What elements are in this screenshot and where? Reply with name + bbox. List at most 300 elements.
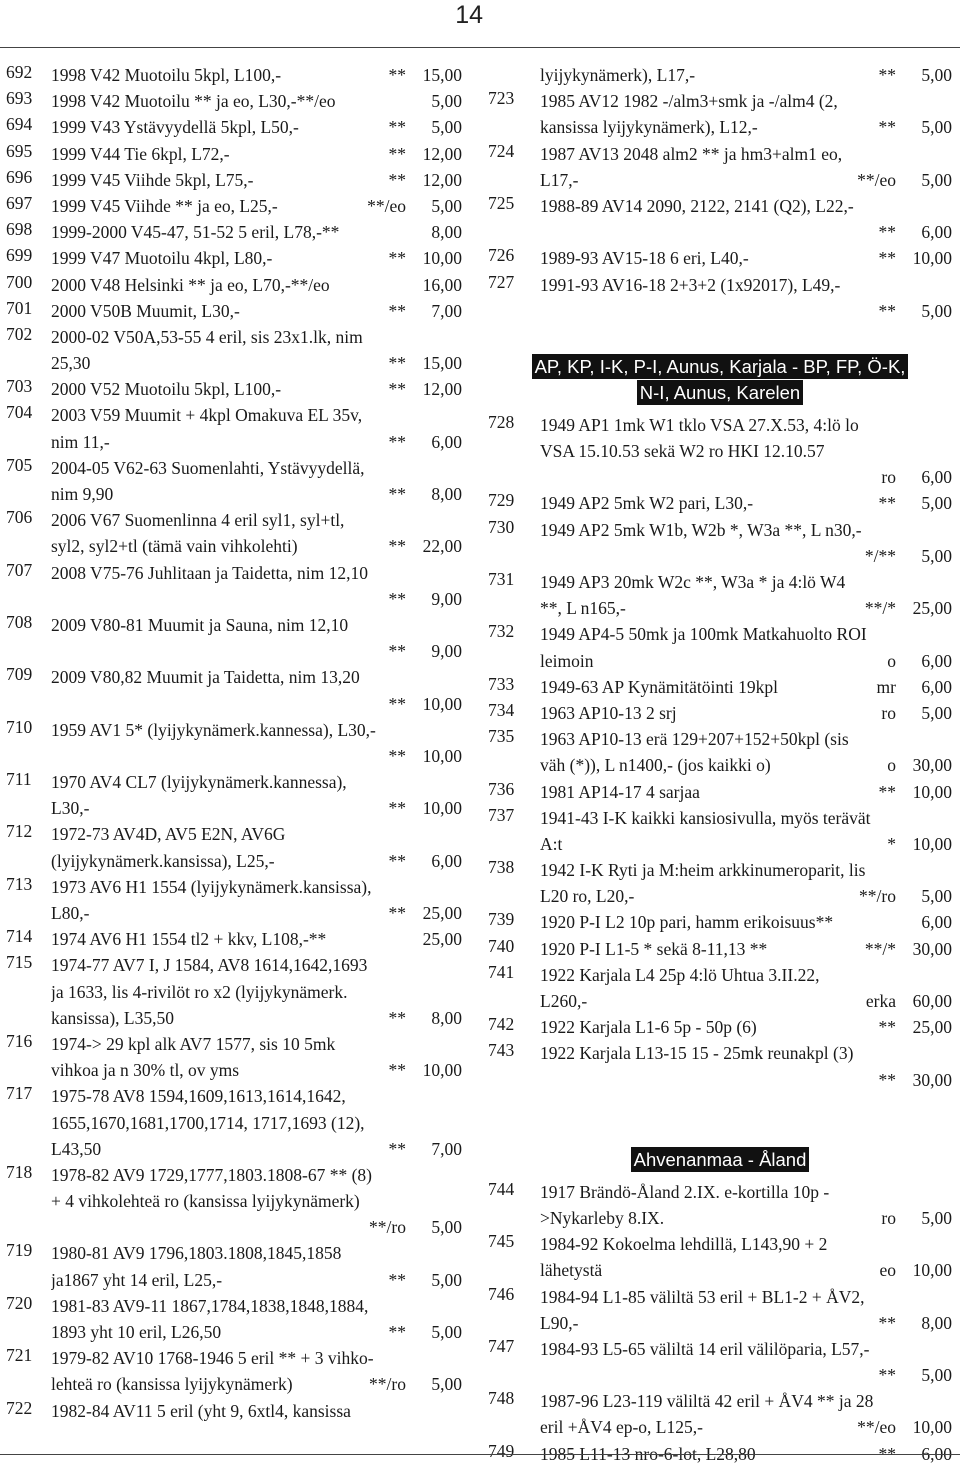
lot-entry xyxy=(488,62,952,88)
lot-text: 1980-81 AV9 1796,1803.1808,1845,1858 xyxy=(51,1243,342,1264)
lot-entry xyxy=(488,936,952,962)
lot-price: 7,00 xyxy=(431,300,462,321)
lot-description xyxy=(540,517,952,569)
lot-line xyxy=(51,298,462,324)
lot-text: 2009 V80-81 Muumit ja Sauna, nim 12,10 xyxy=(51,614,349,635)
lot-condition: ** xyxy=(878,493,896,514)
lot-text: eril +ÅV4 ep-o, L125,- xyxy=(540,1417,703,1438)
lot-description xyxy=(540,62,952,88)
lot-line xyxy=(51,1031,462,1057)
lot-line xyxy=(51,219,462,245)
lot-line xyxy=(51,926,462,952)
lot-condition: ** xyxy=(878,65,896,85)
lot-line xyxy=(51,1319,462,1345)
lot-entry xyxy=(488,517,952,569)
lot-price: 25,00 xyxy=(912,1017,952,1038)
lot-entry xyxy=(488,569,952,621)
lot-line xyxy=(540,141,952,167)
lot-number: 707 xyxy=(6,559,33,580)
lot-line xyxy=(540,1414,952,1440)
lot-description xyxy=(51,219,462,245)
lot-text: L20 ro, L20,- xyxy=(540,886,635,907)
lot-entry xyxy=(488,962,952,1014)
lot-condition: **/ro xyxy=(859,886,896,907)
lot-number: 741 xyxy=(488,961,515,982)
lot-number: 722 xyxy=(6,1397,33,1418)
lot-price xyxy=(406,560,462,586)
lot-description xyxy=(51,376,462,402)
lot-price xyxy=(896,141,952,167)
lot-description xyxy=(51,114,462,140)
lot-price xyxy=(896,1040,952,1066)
lot-line xyxy=(51,245,462,271)
lot-text: 1949 AP2 5mk W1b, W2b *, W3a **, L n30,- xyxy=(540,519,862,540)
lot-price xyxy=(406,1083,462,1109)
lot-price: 16,00 xyxy=(422,274,462,295)
lot-number: 736 xyxy=(488,778,515,799)
lot-description xyxy=(540,88,952,140)
lot-line xyxy=(51,1240,462,1266)
lot-line xyxy=(51,979,462,1005)
lot-entry xyxy=(6,167,462,193)
lot-text: 25,30 xyxy=(51,353,91,374)
lot-description xyxy=(540,245,952,271)
lot-text: VSA 15.10.53 sekä W2 ro HKI 12.10.57 xyxy=(540,441,825,462)
lot-entry xyxy=(6,1398,462,1424)
lot-line xyxy=(51,1057,462,1083)
lot-text: 1922 Karjala L13-15 15 - 25mk reunakpl (3) xyxy=(540,1043,854,1064)
lot-entry xyxy=(6,272,462,298)
lot-line xyxy=(540,1067,952,1093)
lot-entry xyxy=(488,1284,952,1336)
lot-number: 724 xyxy=(488,140,515,161)
lot-line xyxy=(540,805,952,831)
lot-description xyxy=(51,1345,462,1397)
lot-condition: ** xyxy=(388,588,406,609)
lot-line xyxy=(540,988,952,1014)
lot-entry xyxy=(488,779,952,805)
lot-price xyxy=(406,664,462,690)
lot-description xyxy=(51,324,462,376)
lot-line xyxy=(540,517,952,543)
lot-entry xyxy=(6,926,462,952)
lot-price xyxy=(896,962,952,988)
lot-line xyxy=(51,717,462,743)
lot-price xyxy=(896,272,952,298)
lot-line xyxy=(51,900,462,926)
lot-line xyxy=(540,1310,952,1336)
lot-entry xyxy=(488,909,952,935)
lot-line xyxy=(51,507,462,533)
lot-line xyxy=(540,883,952,909)
lot-text: 1999-2000 V45-47, 51-52 5 eril, L78,-** xyxy=(51,222,340,243)
lot-price xyxy=(406,1031,462,1057)
lot-price xyxy=(406,324,462,350)
lot-price: 5,00 xyxy=(921,169,952,190)
lot-price xyxy=(896,1284,952,1310)
lot-description xyxy=(540,1040,952,1092)
lot-entry xyxy=(6,664,462,716)
lot-line xyxy=(540,909,952,935)
lot-condition: o xyxy=(887,650,896,671)
lot-line xyxy=(540,857,952,883)
lot-entry xyxy=(6,874,462,926)
lot-price: 5,00 xyxy=(921,1207,952,1228)
lot-number: 733 xyxy=(488,673,515,694)
lot-text: 2004-05 V62-63 Suomenlahti, Ystävyydellä, xyxy=(51,457,365,478)
lot-number: 749 xyxy=(488,1440,515,1461)
lot-description xyxy=(51,88,462,114)
lot-description xyxy=(51,298,462,324)
lot-condition: mr xyxy=(876,676,896,697)
lot-price xyxy=(406,1398,462,1424)
lot-number: 698 xyxy=(6,219,33,240)
lot-entry xyxy=(488,490,952,516)
lot-number: 743 xyxy=(488,1040,515,1061)
lot-text xyxy=(51,691,385,717)
lot-line xyxy=(51,612,462,638)
lot-text xyxy=(540,1067,875,1093)
lot-condition: ** xyxy=(878,1365,896,1386)
lot-number: 700 xyxy=(6,271,33,292)
lot-condition: ** xyxy=(878,222,896,243)
lot-line xyxy=(540,1388,952,1414)
lot-line xyxy=(540,1205,952,1231)
lot-line xyxy=(51,586,462,612)
lot-number: 692 xyxy=(6,62,33,82)
lot-price: 5,00 xyxy=(431,195,462,216)
lot-line xyxy=(540,1179,952,1205)
lot-entry xyxy=(6,560,462,612)
lot-line xyxy=(51,141,462,167)
lot-text: L30,- xyxy=(51,798,90,819)
lot-line xyxy=(540,1014,952,1040)
section-heading-karjala xyxy=(488,354,952,406)
lot-condition: ** xyxy=(878,117,896,138)
lot-number: 728 xyxy=(488,411,515,432)
lot-price xyxy=(896,1179,952,1205)
lot-price: 8,00 xyxy=(921,1312,952,1333)
lot-text xyxy=(51,1214,365,1240)
lot-text: 1949 AP4-5 50mk ja 100mk Matkahuolto ROI xyxy=(540,624,867,645)
lot-text: 1989-93 AV15-18 6 eri, L40,- xyxy=(540,248,749,269)
lot-description xyxy=(540,569,952,621)
lot-price: 6,00 xyxy=(431,431,462,452)
lot-line xyxy=(51,1188,462,1214)
lot-price: 5,00 xyxy=(921,702,952,723)
lot-line xyxy=(540,936,952,962)
lot-line xyxy=(51,455,462,481)
lot-condition: ** xyxy=(388,143,406,164)
lot-entry xyxy=(488,272,952,324)
lot-condition: ** xyxy=(388,798,406,819)
lot-text: + 4 vihkolehteä ro (kansissa lyijykynämerk) xyxy=(51,1191,360,1212)
lot-entry xyxy=(488,700,952,726)
lot-text: 1979-82 AV10 1768-1946 5 eril ** + 3 vihko- xyxy=(51,1348,374,1369)
lot-line xyxy=(540,1284,952,1310)
lot-number: 710 xyxy=(6,716,33,737)
lot-price: 30,00 xyxy=(912,1069,952,1090)
lot-price: 60,00 xyxy=(912,991,952,1011)
lot-price: 10,00 xyxy=(422,693,462,714)
lot-text: nim 11,- xyxy=(51,431,110,452)
lot-text xyxy=(540,543,861,569)
section-heading-aland xyxy=(488,1147,952,1173)
lot-entry xyxy=(488,621,952,673)
lot-line xyxy=(51,429,462,455)
lot-line xyxy=(540,490,952,516)
lot-entry xyxy=(488,857,952,909)
lot-text: 2000 V52 Muotoilu 5kpl, L100,- xyxy=(51,379,282,400)
lot-line xyxy=(540,193,952,219)
lot-text: L17,- xyxy=(540,169,579,190)
lot-condition: ** xyxy=(878,1443,896,1464)
lot-number: 725 xyxy=(488,192,515,213)
lot-number: 735 xyxy=(488,726,515,747)
lot-price: 5,00 xyxy=(921,1365,952,1386)
lot-price: 5,00 xyxy=(431,1322,462,1342)
lot-number: 746 xyxy=(488,1283,515,1304)
lot-number: 716 xyxy=(6,1030,33,1051)
right-column-bottom-list xyxy=(488,1179,952,1467)
lot-line xyxy=(540,962,952,988)
lot-text: 1985 AV12 1982 -/alm3+smk ja -/alm4 (2, xyxy=(540,91,838,112)
lot-text xyxy=(51,743,385,769)
lot-number: 715 xyxy=(6,952,33,973)
lot-description xyxy=(51,1162,462,1241)
lot-price xyxy=(896,805,952,831)
lot-line xyxy=(51,1136,462,1162)
lot-entry xyxy=(6,62,462,88)
lot-entry xyxy=(6,402,462,454)
lot-price: 25,00 xyxy=(422,903,462,923)
lot-text: 1978-82 AV9 1729,1777,1803.1808-67 ** (8) xyxy=(51,1164,372,1185)
lot-price: 10,00 xyxy=(912,1260,952,1281)
lot-entry xyxy=(6,88,462,114)
lot-price: 6,00 xyxy=(921,1443,952,1464)
lot-entry xyxy=(6,376,462,402)
lot-price xyxy=(406,612,462,638)
lot-line xyxy=(540,595,952,621)
lot-text xyxy=(540,1362,875,1388)
lot-line xyxy=(51,402,462,428)
lot-description xyxy=(540,1388,952,1440)
lot-number: 748 xyxy=(488,1388,515,1409)
lot-line xyxy=(540,726,952,752)
lot-description xyxy=(51,821,462,873)
lot-text: 1922 Karjala L1-6 5p - 50p (6) xyxy=(540,1017,757,1038)
lot-description xyxy=(51,874,462,926)
lot-text: ja 1633, lis 4-rivilöt ro x2 (lyijykynämerk. xyxy=(51,981,348,1002)
lot-line xyxy=(540,700,952,726)
lot-text: A:t xyxy=(540,833,563,854)
lot-line xyxy=(51,1267,462,1293)
lot-price xyxy=(896,1336,952,1362)
lot-number: 709 xyxy=(6,664,33,685)
lot-price xyxy=(406,874,462,900)
lot-line xyxy=(51,1293,462,1319)
lot-description xyxy=(51,926,462,952)
lot-price xyxy=(406,1345,462,1371)
lot-text: 1970 AV4 CL7 (lyijykynämerk.kannessa), xyxy=(51,772,347,793)
lot-price xyxy=(896,569,952,595)
lot-entry xyxy=(488,141,952,193)
lot-condition: **/eo xyxy=(857,1417,896,1438)
lot-text: 1920 P-I L2 10p pari, hamm erikoisuus** xyxy=(540,912,834,933)
lot-text: ja1867 yht 14 eril, L25,- xyxy=(51,1269,223,1290)
lot-line xyxy=(51,1371,462,1397)
lot-text: lyijykynämerk), L17,- xyxy=(540,65,696,85)
lot-number: 742 xyxy=(488,1014,515,1035)
lot-condition: **/eo xyxy=(367,195,406,216)
lot-condition: ** xyxy=(388,1007,406,1028)
lot-number: 734 xyxy=(488,699,515,720)
lot-description xyxy=(51,167,462,193)
lot-entry xyxy=(6,717,462,769)
lot-price: 6,00 xyxy=(921,222,952,243)
lot-text: L80,- xyxy=(51,903,90,923)
lot-line xyxy=(540,114,952,140)
lot-description xyxy=(51,1031,462,1083)
lot-text: 1981-83 AV9-11 1867,1784,1838,1848,1884, xyxy=(51,1295,369,1316)
lot-price: 10,00 xyxy=(422,1060,462,1081)
lot-number: 702 xyxy=(6,323,33,344)
lot-condition: ** xyxy=(878,248,896,269)
lot-text: kansissa lyijykynämerk), L12,- xyxy=(540,117,758,138)
lot-entry xyxy=(6,1240,462,1292)
lot-description xyxy=(51,245,462,271)
lot-line xyxy=(51,1214,462,1240)
lot-price: 15,00 xyxy=(422,353,462,374)
lot-entry xyxy=(488,193,952,245)
lot-condition: ** xyxy=(388,850,406,871)
lot-price xyxy=(406,1240,462,1266)
lot-description xyxy=(540,1336,952,1388)
lot-price xyxy=(896,1388,952,1414)
lot-text: L43,50 xyxy=(51,1138,102,1159)
lot-price xyxy=(896,88,952,114)
left-column xyxy=(6,62,462,1424)
lot-text xyxy=(540,219,875,245)
lot-text: 1988-89 AV14 2090, 2122, 2141 (Q2), L22,- xyxy=(540,195,854,216)
lot-number: 737 xyxy=(488,804,515,825)
lot-price: 10,00 xyxy=(422,745,462,766)
lot-entry xyxy=(6,507,462,559)
lot-text: 1981 AP14-17 4 sarjaa xyxy=(540,781,700,802)
lot-price: 6,00 xyxy=(921,650,952,671)
lot-price: 10,00 xyxy=(422,248,462,269)
lot-price: 8,00 xyxy=(431,222,462,243)
lot-line xyxy=(51,1162,462,1188)
lot-description xyxy=(51,560,462,612)
lot-text: nim 9,90 xyxy=(51,484,114,504)
lot-price xyxy=(406,952,462,978)
lot-line xyxy=(540,272,952,298)
lot-entry xyxy=(488,1014,952,1040)
right-column xyxy=(488,62,952,1467)
lot-number: 695 xyxy=(6,140,33,161)
lot-condition: erka xyxy=(865,991,896,1011)
lot-entry xyxy=(6,141,462,167)
lot-price: 12,00 xyxy=(422,143,462,164)
lot-condition: **/* xyxy=(864,938,896,959)
lot-text: **, L n165,- xyxy=(540,598,626,619)
lot-condition: ** xyxy=(878,781,896,802)
lot-entry xyxy=(488,726,952,778)
lot-price: 5,00 xyxy=(431,1374,462,1395)
lot-description xyxy=(540,490,952,516)
lot-price xyxy=(896,621,952,647)
lot-line xyxy=(51,167,462,193)
lot-line xyxy=(540,543,952,569)
lot-line xyxy=(51,272,462,298)
lot-text: L260,- xyxy=(540,991,588,1011)
lot-text: 1984-93 L5-65 väliltä 14 eril välilöparia, L57,- xyxy=(540,1338,870,1359)
lot-description xyxy=(51,612,462,664)
lot-line xyxy=(540,245,952,271)
lot-number: 720 xyxy=(6,1292,33,1313)
lot-description xyxy=(540,936,952,962)
lot-text: L90,- xyxy=(540,1312,579,1333)
lot-entry xyxy=(6,298,462,324)
lot-text: 2003 V59 Muumit + 4kpl Omakuva EL 35v, xyxy=(51,405,363,426)
lot-number: 747 xyxy=(488,1335,515,1356)
right-column-top-list xyxy=(488,62,952,324)
lot-number: 730 xyxy=(488,516,515,537)
lot-condition: ro xyxy=(881,1207,896,1228)
lot-line xyxy=(51,350,462,376)
lot-line xyxy=(540,621,952,647)
lot-line xyxy=(51,376,462,402)
lot-description xyxy=(540,962,952,1014)
lot-entry xyxy=(6,952,462,1031)
lot-price xyxy=(896,1231,952,1257)
lot-text: 1974 AV6 H1 1554 tl2 + kkv, L108,-** xyxy=(51,929,327,950)
lot-price: 30,00 xyxy=(912,938,952,959)
lot-entry xyxy=(488,674,952,700)
lot-number: 721 xyxy=(6,1345,33,1366)
lot-line xyxy=(540,1257,952,1283)
lot-condition: ** xyxy=(388,1322,406,1342)
lot-text: 1922 Karjala L4 25p 4:lö Uhtua 3.II.22, xyxy=(540,964,820,985)
lot-text: 1973 AV6 H1 1554 (lyijykynämerk.kansissa), xyxy=(51,876,372,897)
lot-entry xyxy=(488,1040,952,1092)
lot-condition: **/ro xyxy=(369,1217,406,1238)
bottom-rule xyxy=(0,1454,960,1455)
lot-entry xyxy=(488,1388,952,1440)
lot-number: 697 xyxy=(6,192,33,213)
lot-line xyxy=(51,1345,462,1371)
lot-text: 1949 AP3 20mk W2c **, W3a * ja 4:lö W4 xyxy=(540,572,846,592)
lot-line xyxy=(51,769,462,795)
lot-entry xyxy=(488,805,952,857)
lot-line xyxy=(51,1005,462,1031)
lot-text: 1974-77 AV7 I, J 1584, AV8 1614,1642,1693 xyxy=(51,955,368,976)
lot-condition: **/eo xyxy=(857,169,896,190)
lot-line xyxy=(540,464,952,490)
lot-condition: ** xyxy=(388,536,406,557)
lot-text: 1987 AV13 2048 alm2 ** ja hm3+alm1 eo, xyxy=(540,143,843,164)
lot-entry xyxy=(6,1162,462,1241)
lot-price: 10,00 xyxy=(422,798,462,819)
lot-number: 726 xyxy=(488,245,515,266)
lot-price: 9,00 xyxy=(431,588,462,609)
lot-description xyxy=(540,1014,952,1040)
lot-line xyxy=(51,952,462,978)
lot-number: 701 xyxy=(6,297,33,318)
lot-price: 6,00 xyxy=(921,676,952,697)
lot-line xyxy=(540,298,952,324)
